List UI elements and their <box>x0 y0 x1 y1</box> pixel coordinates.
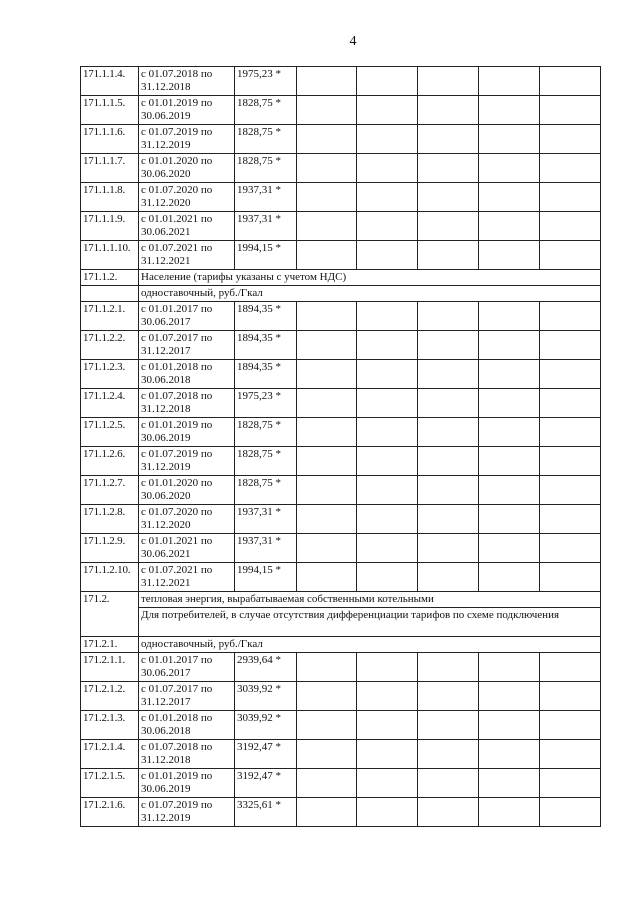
period-cell: с 01.01.2019 по 30.06.2019 <box>139 418 235 447</box>
empty-cell <box>479 505 540 534</box>
row-number: 171.2.1.6. <box>81 798 139 827</box>
empty-cell <box>479 447 540 476</box>
empty-cell <box>479 534 540 563</box>
table-row <box>81 67 601 96</box>
table-row <box>81 505 601 534</box>
empty-cell <box>540 331 601 360</box>
empty-cell <box>479 241 540 270</box>
table-row <box>81 711 601 740</box>
empty-cell <box>357 798 418 827</box>
empty-cell <box>479 798 540 827</box>
empty-cell <box>357 682 418 711</box>
period-cell: с 01.01.2017 по 30.06.2017 <box>139 653 235 682</box>
empty-cell <box>540 302 601 331</box>
tariff-value-cell: 3192,47 * <box>235 769 297 798</box>
empty-cell <box>418 682 479 711</box>
empty-cell <box>540 798 601 827</box>
tariff-value-cell: 1828,75 * <box>235 418 297 447</box>
empty-cell <box>479 154 540 183</box>
tariff-value-cell: 3039,92 * <box>235 711 297 740</box>
table-group-row <box>81 270 601 286</box>
period-cell: с 01.01.2021 по 30.06.2021 <box>139 212 235 241</box>
tariff-value-cell: 1828,75 * <box>235 125 297 154</box>
empty-cell <box>418 154 479 183</box>
empty-cell <box>418 125 479 154</box>
tariff-value-cell: 1937,31 * <box>235 505 297 534</box>
row-number: 171.1.1.10. <box>81 241 139 270</box>
empty-cell <box>297 653 357 682</box>
tariff-value-cell: 1894,35 * <box>235 302 297 331</box>
tariff-value-cell: 1828,75 * <box>235 476 297 505</box>
table-row <box>81 212 601 241</box>
empty-cell <box>540 154 601 183</box>
empty-cell <box>297 505 357 534</box>
row-number: 171.1.2.4. <box>81 389 139 418</box>
table-row <box>81 389 601 418</box>
empty-cell <box>418 302 479 331</box>
row-number: 171.1.2.8. <box>81 505 139 534</box>
empty-cell <box>418 360 479 389</box>
empty-cell <box>357 360 418 389</box>
empty-cell <box>479 360 540 389</box>
empty-cell <box>540 212 601 241</box>
table-row <box>81 740 601 769</box>
row-number: 171.1.2.2. <box>81 331 139 360</box>
period-cell: с 01.07.2019 по 31.12.2019 <box>139 447 235 476</box>
period-cell: с 01.07.2021 по 31.12.2021 <box>139 563 235 592</box>
empty-cell <box>357 212 418 241</box>
period-cell: с 01.07.2017 по 31.12.2017 <box>139 682 235 711</box>
empty-cell <box>357 389 418 418</box>
row-number: 171.1.2.3. <box>81 360 139 389</box>
row-number <box>81 286 139 302</box>
empty-cell <box>418 447 479 476</box>
table-row <box>81 154 601 183</box>
empty-cell <box>479 653 540 682</box>
empty-cell <box>418 711 479 740</box>
table-row <box>81 447 601 476</box>
row-number: 171.1.2. <box>81 270 139 286</box>
empty-cell <box>357 534 418 563</box>
empty-cell <box>540 769 601 798</box>
table-row <box>81 360 601 389</box>
row-number: 171.2. <box>81 592 139 637</box>
empty-cell <box>418 505 479 534</box>
empty-cell <box>357 563 418 592</box>
empty-cell <box>357 769 418 798</box>
empty-cell <box>418 653 479 682</box>
period-cell: с 01.01.2018 по 30.06.2018 <box>139 711 235 740</box>
row-number: 171.1.1.8. <box>81 183 139 212</box>
empty-cell <box>297 67 357 96</box>
row-number: 171.2.1.4. <box>81 740 139 769</box>
period-cell: с 01.07.2018 по 31.12.2018 <box>139 740 235 769</box>
empty-cell <box>357 653 418 682</box>
period-cell: с 01.01.2020 по 30.06.2020 <box>139 476 235 505</box>
period-cell: с 01.07.2019 по 31.12.2019 <box>139 798 235 827</box>
empty-cell <box>297 212 357 241</box>
group-title-cell: Население (тарифы указаны с учетом НДС) <box>139 270 601 286</box>
tariff-value-cell: 1828,75 * <box>235 154 297 183</box>
empty-cell <box>479 67 540 96</box>
table-row <box>81 653 601 682</box>
tariff-value-cell: 1894,35 * <box>235 360 297 389</box>
empty-cell <box>418 389 479 418</box>
period-cell: с 01.07.2017 по 31.12.2017 <box>139 331 235 360</box>
table-row <box>81 563 601 592</box>
empty-cell <box>297 241 357 270</box>
period-cell: с 01.01.2017 по 30.06.2017 <box>139 302 235 331</box>
row-number: 171.1.2.10. <box>81 563 139 592</box>
empty-cell <box>540 241 601 270</box>
row-number: 171.1.1.4. <box>81 67 139 96</box>
empty-cell <box>418 476 479 505</box>
empty-cell <box>297 447 357 476</box>
empty-cell <box>540 125 601 154</box>
table-row <box>81 302 601 331</box>
empty-cell <box>479 682 540 711</box>
empty-cell <box>479 769 540 798</box>
empty-cell <box>357 183 418 212</box>
period-cell: с 01.07.2020 по 31.12.2020 <box>139 505 235 534</box>
empty-cell <box>357 125 418 154</box>
empty-cell <box>479 125 540 154</box>
table-row <box>81 183 601 212</box>
period-cell: с 01.01.2021 по 30.06.2021 <box>139 534 235 563</box>
empty-cell <box>357 418 418 447</box>
empty-cell <box>297 476 357 505</box>
tariff-value-cell: 1994,15 * <box>235 241 297 270</box>
empty-cell <box>297 563 357 592</box>
tariff-value-cell: 3039,92 * <box>235 682 297 711</box>
empty-cell <box>479 418 540 447</box>
table-row <box>81 798 601 827</box>
empty-cell <box>357 476 418 505</box>
tariff-value-cell: 1937,31 * <box>235 534 297 563</box>
table-row <box>81 331 601 360</box>
empty-cell <box>540 476 601 505</box>
empty-cell <box>297 769 357 798</box>
empty-cell <box>418 331 479 360</box>
empty-cell <box>297 302 357 331</box>
empty-cell <box>297 534 357 563</box>
tariff-value-cell: 2939,64 * <box>235 653 297 682</box>
row-number: 171.1.1.5. <box>81 96 139 125</box>
tariff-value-cell: 3192,47 * <box>235 740 297 769</box>
table-group-row <box>81 608 601 637</box>
empty-cell <box>479 740 540 769</box>
empty-cell <box>357 154 418 183</box>
period-cell: с 01.07.2018 по 31.12.2018 <box>139 389 235 418</box>
table-group-row <box>81 286 601 302</box>
empty-cell <box>418 67 479 96</box>
empty-cell <box>540 389 601 418</box>
row-number: 171.1.2.5. <box>81 418 139 447</box>
empty-cell <box>297 125 357 154</box>
empty-cell <box>479 212 540 241</box>
row-number: 171.1.2.9. <box>81 534 139 563</box>
empty-cell <box>479 711 540 740</box>
empty-cell <box>357 96 418 125</box>
empty-cell <box>297 183 357 212</box>
row-number: 171.2.1.2. <box>81 682 139 711</box>
empty-cell <box>479 389 540 418</box>
tariff-value-cell: 1937,31 * <box>235 212 297 241</box>
table-row <box>81 96 601 125</box>
table-row <box>81 418 601 447</box>
table-group-row <box>81 637 601 653</box>
table-row <box>81 476 601 505</box>
empty-cell <box>479 302 540 331</box>
empty-cell <box>297 798 357 827</box>
empty-cell <box>418 534 479 563</box>
tariff-value-cell: 1975,23 * <box>235 389 297 418</box>
empty-cell <box>418 563 479 592</box>
empty-cell <box>357 67 418 96</box>
empty-cell <box>297 740 357 769</box>
empty-cell <box>479 96 540 125</box>
table-group-row <box>81 592 601 608</box>
empty-cell <box>540 711 601 740</box>
empty-cell <box>297 418 357 447</box>
empty-cell <box>540 505 601 534</box>
empty-cell <box>540 653 601 682</box>
table-row <box>81 769 601 798</box>
period-cell: с 01.07.2018 по 31.12.2018 <box>139 67 235 96</box>
empty-cell <box>540 740 601 769</box>
table-row <box>81 241 601 270</box>
empty-cell <box>357 447 418 476</box>
tariff-value-cell: 1828,75 * <box>235 96 297 125</box>
tariff-table <box>80 66 601 827</box>
row-number: 171.2.1.1. <box>81 653 139 682</box>
empty-cell <box>357 740 418 769</box>
period-cell: с 01.07.2020 по 31.12.2020 <box>139 183 235 212</box>
empty-cell <box>357 241 418 270</box>
tariff-value-cell: 1937,31 * <box>235 183 297 212</box>
tariff-value-cell: 1994,15 * <box>235 563 297 592</box>
empty-cell <box>357 505 418 534</box>
period-cell: с 01.07.2021 по 31.12.2021 <box>139 241 235 270</box>
empty-cell <box>297 96 357 125</box>
empty-cell <box>540 96 601 125</box>
empty-cell <box>418 418 479 447</box>
empty-cell <box>540 67 601 96</box>
empty-cell <box>297 154 357 183</box>
empty-cell <box>357 302 418 331</box>
empty-cell <box>540 563 601 592</box>
empty-cell <box>297 682 357 711</box>
empty-cell <box>540 360 601 389</box>
empty-cell <box>418 96 479 125</box>
tariff-value-cell: 3325,61 * <box>235 798 297 827</box>
period-cell: с 01.01.2019 по 30.06.2019 <box>139 96 235 125</box>
empty-cell <box>357 331 418 360</box>
empty-cell <box>297 331 357 360</box>
empty-cell <box>479 331 540 360</box>
empty-cell <box>540 418 601 447</box>
empty-cell <box>479 476 540 505</box>
row-number: 171.1.1.7. <box>81 154 139 183</box>
row-number: 171.1.2.1. <box>81 302 139 331</box>
empty-cell <box>418 798 479 827</box>
empty-cell <box>418 241 479 270</box>
empty-cell <box>297 360 357 389</box>
period-cell: с 01.01.2019 по 30.06.2019 <box>139 769 235 798</box>
table-row <box>81 534 601 563</box>
row-number: 171.1.2.6. <box>81 447 139 476</box>
empty-cell <box>540 183 601 212</box>
table-row <box>81 125 601 154</box>
tariff-value-cell: 1975,23 * <box>235 67 297 96</box>
page-number: 4 <box>349 34 357 49</box>
period-cell: с 01.01.2018 по 30.06.2018 <box>139 360 235 389</box>
row-number: 171.2.1.5. <box>81 769 139 798</box>
empty-cell <box>418 740 479 769</box>
group-subtitle-cell: Для потребителей, в случае отсутствия дифференциации тарифов по схеме подключения <box>139 608 601 637</box>
empty-cell <box>297 711 357 740</box>
tariff-value-cell: 1828,75 * <box>235 447 297 476</box>
period-cell: с 01.07.2019 по 31.12.2019 <box>139 125 235 154</box>
group-title-cell: одноставочный, руб./Гкал <box>139 637 601 653</box>
group-title-cell: одноставочный, руб./Гкал <box>139 286 601 302</box>
row-number: 171.2.1. <box>81 637 139 653</box>
row-number: 171.2.1.3. <box>81 711 139 740</box>
table-row <box>81 682 601 711</box>
tariff-value-cell: 1894,35 * <box>235 331 297 360</box>
period-cell: с 01.01.2020 по 30.06.2020 <box>139 154 235 183</box>
empty-cell <box>357 711 418 740</box>
empty-cell <box>540 447 601 476</box>
empty-cell <box>479 183 540 212</box>
row-number: 171.1.1.6. <box>81 125 139 154</box>
empty-cell <box>418 212 479 241</box>
empty-cell <box>297 389 357 418</box>
empty-cell <box>540 682 601 711</box>
empty-cell <box>540 534 601 563</box>
empty-cell <box>418 769 479 798</box>
empty-cell <box>479 563 540 592</box>
row-number: 171.1.1.9. <box>81 212 139 241</box>
row-number: 171.1.2.7. <box>81 476 139 505</box>
group-title-cell: тепловая энергия, вырабатываемая собственными котельными <box>139 592 601 608</box>
empty-cell <box>418 183 479 212</box>
